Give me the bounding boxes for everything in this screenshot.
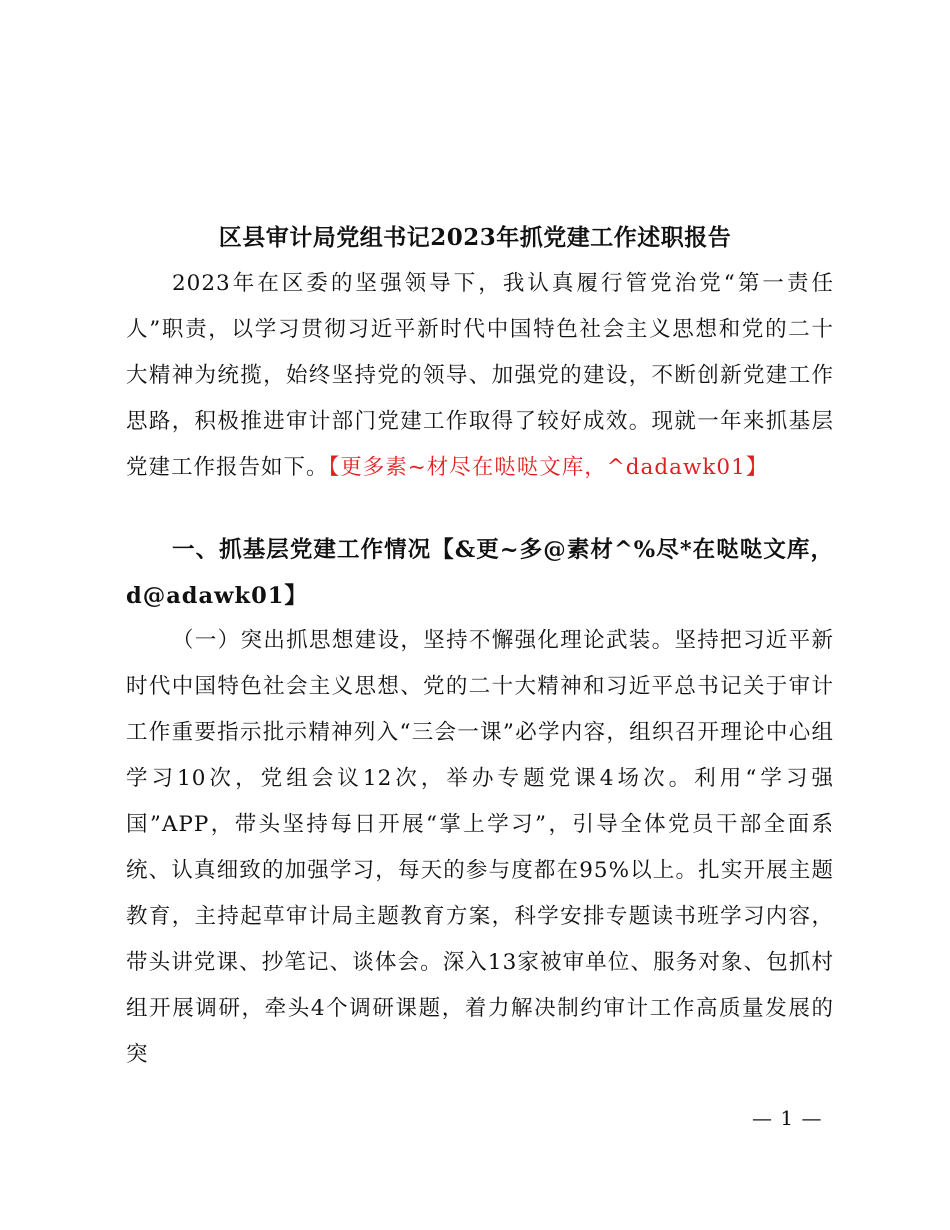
section-paragraph-1: （一）突出抓思想建设，坚持不懈强化理论武装。坚持把习近平新时代中国特色社会主义思想、党的二十大精神和习近平总书记关于审计工作重要指示批示精神列入“三会一课”必学内容，组织召开理论中心组学习10次，党组会议12次，举办专题党课4场次。利用“学习强国”APP，带头坚持每日开展“掌上学习”，引导全体党员干部全面系统、认真细致的加强学习，每天的参与度都在95%以上。扎实开展主题教育，主持起草审计局主题教育方案，科学安排专题读书班学习内容，带头讲党课、抄笔记、谈体会。深入13家被审单位、服务对象、包抓村组开展调研，牵头4个调研课题，着力解决制约审计工作高质量发展的突 [126, 628, 834, 1067]
intro-paragraph [126, 261, 834, 491]
promo-text: 【更多素~材尽在哒哒文库，^dadawk01】 [328, 455, 769, 480]
section-heading-1: 一、抓基层党建工作情况【&更~多@素材^%尽*在哒哒文库，d@adawk01】 [126, 537, 834, 609]
page-number: — 1 — [752, 1106, 823, 1130]
document-title: 区县审计局党组书记2023年抓党建工作述职报告 [218, 224, 732, 251]
intro-paragraph-text: 2023年在区委的坚强领导下，我认真履行管党治党“第一责任人”职责，以学习贯彻习近平新时代中国特色社会主义思想和党的二十大精神为统揽，始终坚持党的领导、加强党的建设，不断创新党建工作思路，积极推进审计部门党建工作取得了较好成效。现就一年来抓基层党建工作报告如下。 [126, 271, 834, 480]
